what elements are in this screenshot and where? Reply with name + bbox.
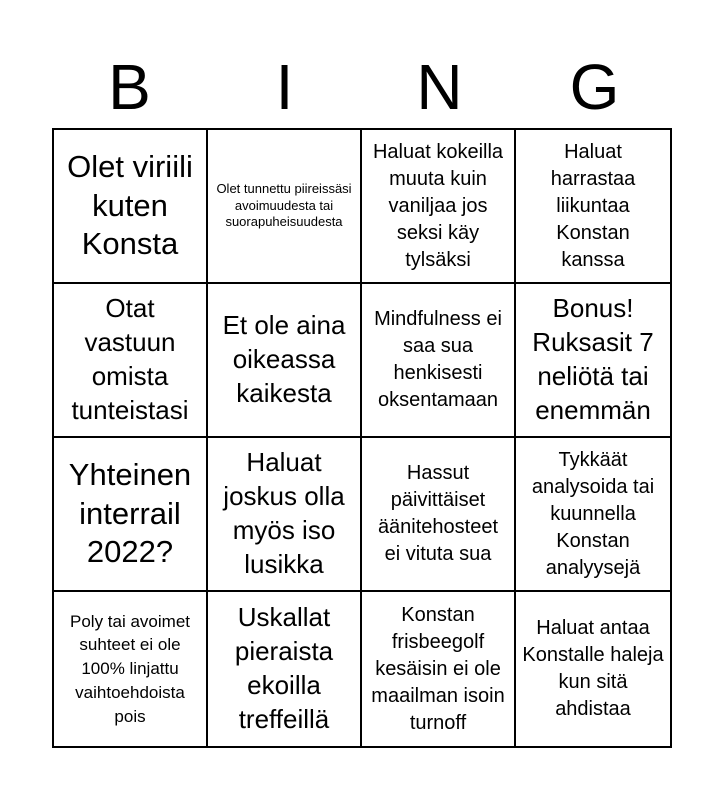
bingo-cell-text: Hassut päivittäiset äänitehosteet ei vituta sua <box>377 462 499 565</box>
header-letter-n: N <box>416 51 463 123</box>
bingo-header <box>52 52 672 122</box>
bingo-cell[interactable] <box>208 284 362 438</box>
bingo-cell[interactable] <box>362 438 516 592</box>
bingo-cell[interactable] <box>54 284 208 438</box>
bingo-cell[interactable] <box>208 592 362 746</box>
bingo-cell-text: Poly tai avoimet suhteet ei ole 100% linjattu vaihtoehdoista pois <box>70 611 190 726</box>
bingo-cell[interactable] <box>208 130 362 284</box>
bingo-cell-text: Bonus! Ruksasit 7 neliötä tai enemmän <box>532 293 654 425</box>
bingo-cell-text: Konstan frisbeegolf kesäisin ei ole maailman isoin turnoff <box>371 603 505 734</box>
bingo-cell[interactable] <box>516 284 670 438</box>
bingo-cell[interactable] <box>516 130 670 284</box>
bingo-cell-text: Olet tunnettu piireissäsi avoimuudesta tai suorapuheisuudesta <box>216 180 352 230</box>
bingo-cell-text: Haluat antaa Konstalle haleja kun sitä ahdistaa <box>522 617 664 720</box>
bingo-cell[interactable] <box>362 130 516 284</box>
bingo-cell[interactable] <box>362 592 516 746</box>
bingo-cell[interactable] <box>54 130 208 284</box>
bingo-cell-text: Olet viriili kuten Konsta <box>67 148 193 262</box>
bingo-cell-text: Haluat kokeilla muuta kuin vaniljaa jos seksi käy tylsäksi <box>372 140 504 271</box>
bingo-cell[interactable] <box>208 438 362 592</box>
header-letter-i: I <box>275 51 294 123</box>
bingo-cell[interactable] <box>362 284 516 438</box>
bingo-grid <box>52 128 672 748</box>
bingo-cell[interactable] <box>516 592 670 746</box>
bingo-cell-text: Mindfulness ei saa sua henkisesti oksentamaan <box>374 308 502 411</box>
bingo-cell-text: Uskallat pieraista ekoilla treffeillä <box>234 602 334 734</box>
bingo-cell-text: Tykkäät analysoida tai kuunnella Konstan analyysejä <box>531 448 655 579</box>
bingo-cell[interactable] <box>54 592 208 746</box>
bingo-cell[interactable] <box>516 438 670 592</box>
bingo-cell-text: Haluat joskus olla myös iso lusikka <box>223 447 345 579</box>
header-letter-g: G <box>569 51 620 123</box>
bingo-cell-text: Yhteinen interrail 2022? <box>68 456 192 570</box>
bingo-cell-text: Haluat harrastaa liikuntaa Konstan kanssa <box>550 140 636 271</box>
header-letter-b: B <box>108 51 151 123</box>
bingo-cell[interactable] <box>54 438 208 592</box>
bingo-cell-text: Et ole aina oikeassa kaikesta <box>222 310 346 408</box>
bingo-cell-text: Otat vastuun omista tunteistasi <box>71 293 189 425</box>
